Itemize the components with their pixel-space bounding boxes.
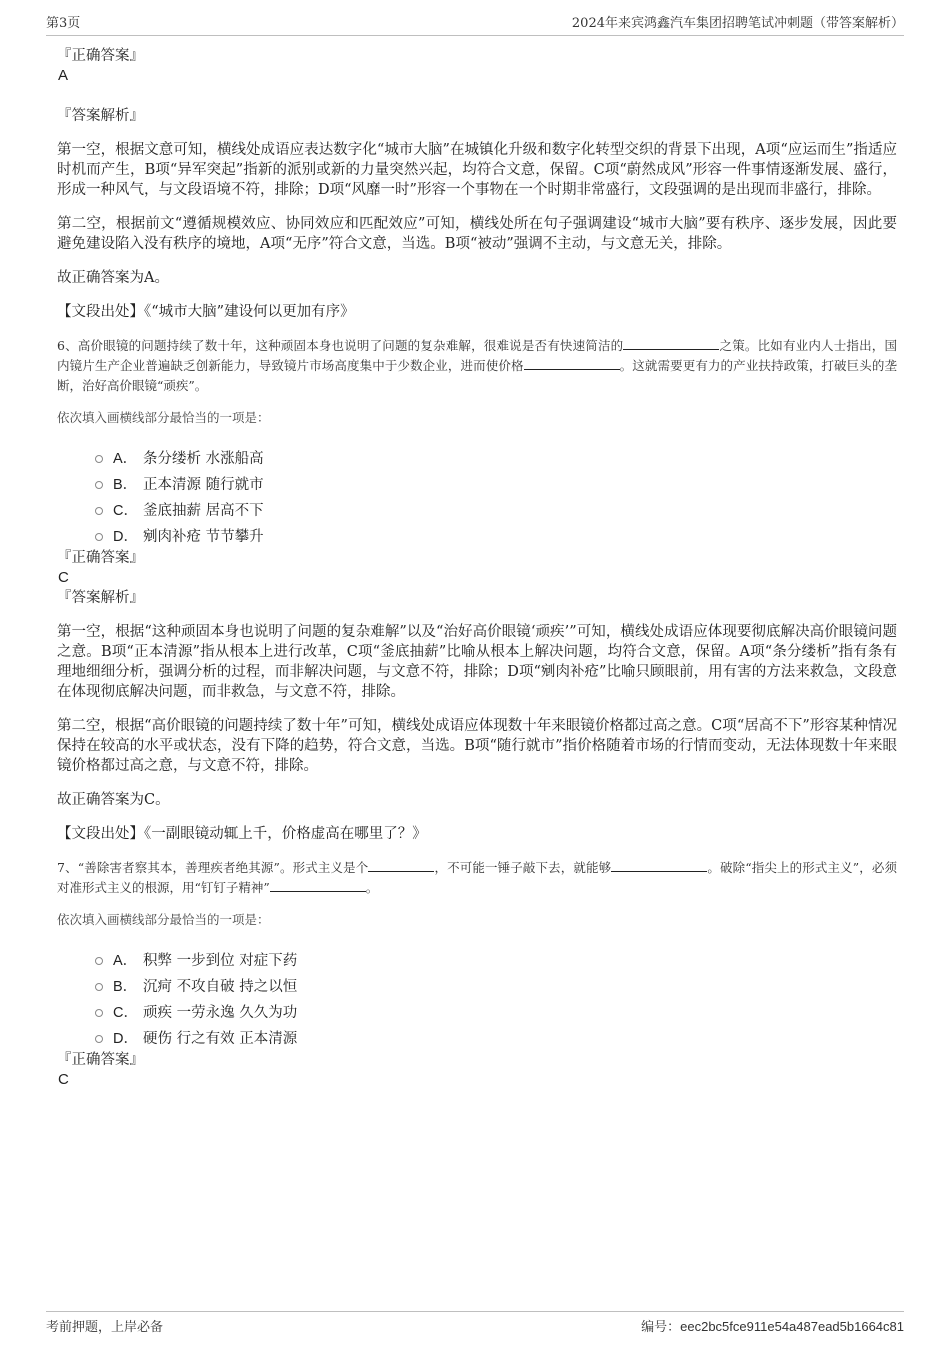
analysis-paragraph: 第一空，根据“这种顽固本身也说明了问题的复杂难解”以及“治好高价眼镜‘顽疾’”可知，横线处成语应体现要彻底解决高价眼镜问题之意。B项“正本清源”指从根本上进行改革，C项“釜底抽薪”比喻从根本上解决问题，均符合文意，保留。A项“条分缕析”指有条有理地细细分析，强调分析的过程，而非解决问题，与文意不符，排除；D项“剜肉补疮”比喻只顾眼前，用有害的方法来救急，文段意在体现彻底解决问题，而非救急，与文意不符，排除。 bbox=[57, 624, 897, 700]
answer-label: 『正确答案』 bbox=[57, 48, 144, 64]
fill-blank bbox=[611, 858, 707, 872]
radio-icon[interactable] bbox=[95, 1009, 103, 1017]
radio-icon[interactable] bbox=[95, 957, 103, 965]
page-footer bbox=[46, 1311, 904, 1335]
radio-icon[interactable] bbox=[95, 481, 103, 489]
answer-label: 『正确答案』 bbox=[57, 550, 144, 566]
radio-icon[interactable] bbox=[95, 983, 103, 991]
fill-blank bbox=[524, 356, 620, 370]
radio-icon[interactable] bbox=[95, 507, 103, 515]
answer-label: 『正确答案』 bbox=[57, 1052, 144, 1068]
analysis-label: 『答案解析』 bbox=[57, 590, 144, 606]
page-header bbox=[46, 12, 904, 36]
option-c[interactable]: C． 釜底抽薪 居高不下 bbox=[95, 496, 897, 522]
analysis-paragraph: 第二空，根据前文“遵循规模效应、协同效应和匹配效应”可知，横线处所在句子强调建设“城市大脑”要有秩序、逐步发展，因此要避免建设陷入没有秩序的境地，A项“无序”符合文意，当选。B项“被动”强调不主动，与文意无关，排除。 bbox=[57, 216, 897, 252]
option-b[interactable]: B． 正本清源 随行就市 bbox=[95, 470, 897, 496]
footer-slogan: 考前押题，上岸必备 bbox=[46, 1320, 164, 1335]
fill-blank bbox=[270, 878, 366, 892]
question-instruction: 依次填入画横线部分最恰当的一项是： bbox=[57, 912, 270, 927]
analysis-label: 『答案解析』 bbox=[57, 108, 144, 124]
answer-value: C bbox=[58, 1071, 69, 1088]
document-title: 2024年来宾鸿鑫汽车集团招聘笔试冲刺题（带答案解析） bbox=[571, 16, 904, 31]
page-content bbox=[57, 46, 897, 1090]
radio-icon[interactable] bbox=[95, 1035, 103, 1043]
question-instruction: 依次填入画横线部分最恰当的一项是： bbox=[57, 410, 270, 425]
fill-blank bbox=[368, 858, 434, 872]
radio-icon[interactable] bbox=[95, 533, 103, 541]
radio-icon[interactable] bbox=[95, 455, 103, 463]
option-c[interactable]: C． 顽疾 一劳永逸 久久为功 bbox=[95, 998, 897, 1024]
question-6-text: 6、高价眼镜的问题持续了数十年，这种顽固本身也说明了问题的复杂难解，很难说是否有快速简洁的 之策。比如有业内人士指出，国内镜片生产企业普遍缺乏创新能力，导致镜片市场高度集中于少数企业，进而使价格 。这就需要更有力的产业扶持政策，打破巨头的垄断，治好高价眼镜“顽疾”。 bbox=[57, 338, 897, 393]
source-citation: 【文段出处】《一副眼镜动辄上千，价格虚高在哪里了？》 bbox=[57, 826, 427, 842]
page-number: 第3页 bbox=[46, 16, 81, 31]
analysis-paragraph: 第二空，根据“高价眼镜的问题持续了数十年”可知，横线处成语应体现数十年来眼镜价格都过高之意。C项“居高不下”形容某种情况保持在较高的水平或状态，没有下降的趋势，符合文意，当选。B项“随行就市”指价格随着市场的行情而变动，无法体现数十年来眼镜价格都过高之意，与文意不符，排除。 bbox=[57, 718, 897, 774]
option-d[interactable]: D． 硬伤 行之有效 正本清源 bbox=[95, 1024, 897, 1050]
analysis-conclusion: 故正确答案为A。 bbox=[57, 270, 169, 286]
question-6-options bbox=[95, 444, 897, 548]
answer-value: A bbox=[58, 67, 69, 84]
question-7-options bbox=[95, 946, 897, 1050]
source-citation: 【文段出处】《“城市大脑”建设何以更加有序》 bbox=[57, 304, 355, 320]
question-7-text: 7、“善除害者察其本，善理疾者绝其源”。形式主义是个 ，不可能一锤子敲下去，就能够 。破除“指尖上的形式主义”，必须对准形式主义的根源，用“钉钉子精神” 。 bbox=[57, 860, 897, 895]
analysis-paragraph: 第一空，根据文意可知，横线处成语应表达数字化“城市大脑”在城镇化升级和数字化转型交织的背景下出现，A项“应运而生”指适应时机而产生，B项“异军突起”指新的派别或新的力量突然兴起，均符合文意，保留。C项“蔚然成风”形容一件事情逐渐发展、盛行，形成一种风气，与文段语境不符，排除；D项“风靡一时”形容一个事物在一个时期非常盛行，文段强调的是出现而非盛行，排除。 bbox=[57, 142, 897, 198]
option-a[interactable]: A． 条分缕析 水涨船高 bbox=[95, 444, 897, 470]
option-a[interactable]: A． 积弊 一步到位 对症下药 bbox=[95, 946, 897, 972]
option-b[interactable]: B． 沉疴 不攻自破 持之以恒 bbox=[95, 972, 897, 998]
answer-value: C bbox=[58, 569, 69, 586]
option-d[interactable]: D． 剜肉补疮 节节攀升 bbox=[95, 522, 897, 548]
document-code: 编号：eec2bc5fce911e54a487ead5b1664c81 bbox=[641, 1319, 904, 1335]
analysis-conclusion: 故正确答案为C。 bbox=[57, 792, 170, 808]
fill-blank bbox=[623, 336, 719, 350]
